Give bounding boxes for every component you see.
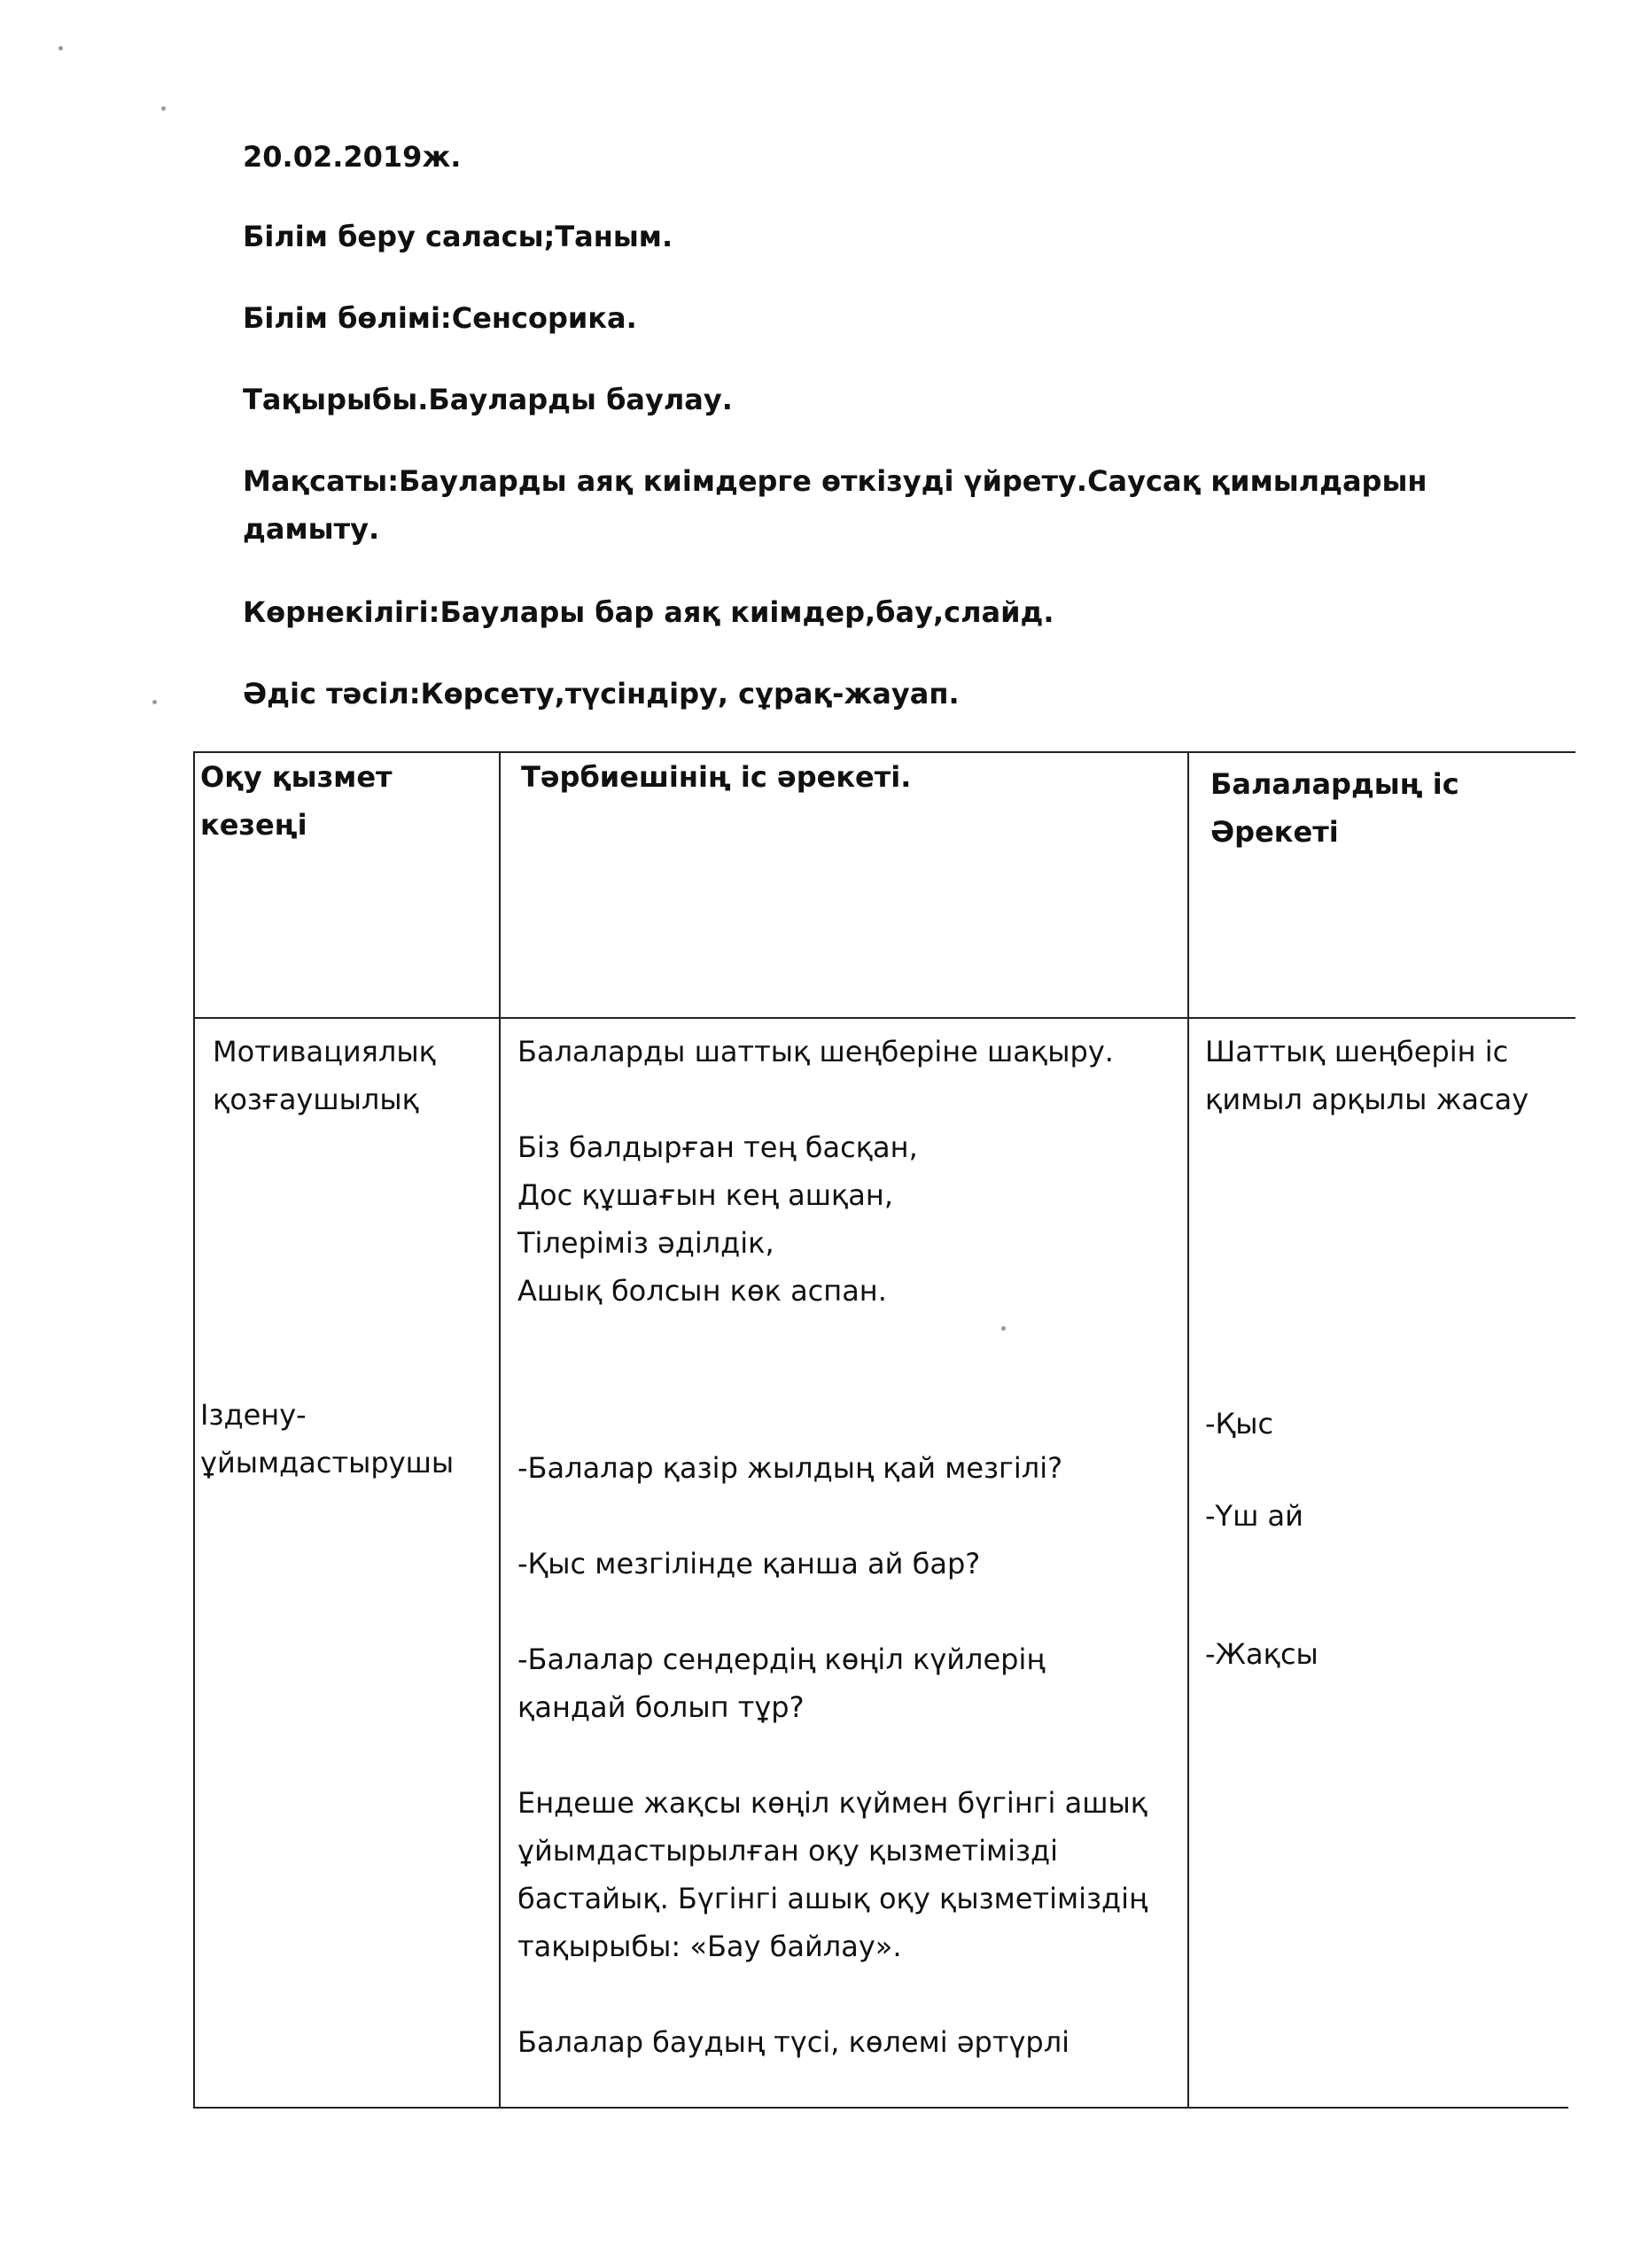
poem-line-4: Ашық болсын көк аспан. [517, 1274, 887, 1308]
stage-search: Іздену-ұйымдастырушы [200, 1398, 455, 1480]
question-mood: -Балалар сендердің көңіл күйлерің қандай болып тұр? [517, 1643, 1046, 1724]
lesson-intro: Ендеше жақсы көңіл күймен бүгінгі ашық ұйымдастырылған оқу қызметімізді бастайық. Бүгінгі ашық оқу қызметіміздің тақырыбы: «Бау байлау». [517, 1786, 1148, 1963]
lesson-goal: Мақсаты:Бауларды аяқ киімдерге өткізуді үйрету.Саусақ қимылдарын дамыту. [243, 464, 1427, 546]
teacher-questions [517, 1444, 1147, 2066]
table-divider-1 [499, 751, 501, 2109]
table-border-header [193, 1017, 1575, 1019]
answer-three-months: -Үш ай [1205, 1499, 1303, 1533]
header-teacher: Тәрбиешінің іс әрекеті. [521, 760, 912, 794]
question-season: -Балалар қазір жылдың қай мезгілі? [517, 1451, 1063, 1485]
poem-line-3: Тілеріміз әділдік, [517, 1226, 774, 1260]
stage-motivation: Мотивациялық қозғаушылық [213, 1035, 436, 1116]
question-months: -Қыс мезгілінде қанша ай бар? [517, 1547, 981, 1581]
teacher-last-line: Балалар баудың түсі, көлемі әртүрлі [517, 2025, 1070, 2059]
education-field: Білім беру саласы;Таным. [243, 220, 673, 253]
header-children: Балалардың іс Әрекеті [1210, 767, 1459, 849]
poem-line-2: Дос құшағын кең ашқан, [517, 1178, 893, 1212]
teacher-activity [517, 1028, 1182, 1315]
lesson-date: 20.02.2019ж. [243, 140, 462, 174]
education-section: Білім бөлімі:Сенсорика. [243, 301, 637, 335]
table-border-bottom [193, 2107, 1568, 2109]
scan-speck [161, 106, 166, 111]
scan-speck [1001, 1326, 1006, 1331]
lesson-topic: Тақырыбы.Бауларды баулау. [243, 383, 733, 416]
lesson-visuals: Көрнекілігі:Баулары бар аяқ киімдер,бау,слайд. [243, 595, 1054, 629]
children-circle: Шаттық шеңберін іс қимыл арқылы жасау [1205, 1035, 1529, 1116]
poem-line-1: Біз балдырған тең басқан, [517, 1130, 918, 1164]
teacher-invite: Балаларды шаттық шеңберіне шақыру. [517, 1035, 1114, 1068]
scan-speck [152, 700, 157, 704]
table-border-left [193, 751, 195, 2109]
header-stage: Оқу қызмет кезеңі [200, 760, 393, 842]
lesson-method: Әдіс тәсіл:Көрсету,түсіндіру, сұрақ-жауап. [243, 677, 960, 711]
answer-winter: -Қыс [1205, 1407, 1274, 1441]
scan-speck [58, 46, 63, 50]
answer-good: -Жақсы [1205, 1637, 1318, 1671]
lesson-table [193, 751, 1575, 2109]
table-divider-2 [1187, 751, 1189, 2109]
